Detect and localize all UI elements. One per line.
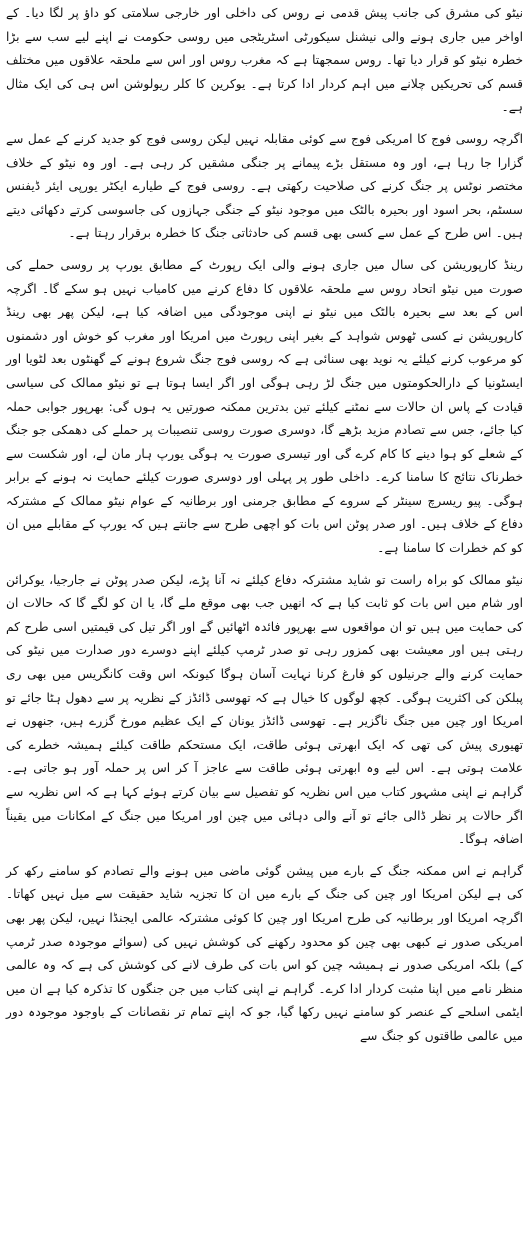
article-paragraph-4: نیٹو ممالک کو براہ راست تو شاید مشترکہ دفاع کیلئے نہ آنا پڑے، لیکن صدر پوٹن نے جارجیا، یوکرائن اور شام میں اس بات کو ثابت کیا ہے کہ انھیں جب بھی موقع ملے گا، یا ان کو لگے گا کہ حالات ان کی حمایت میں ہیں تو ان مواقعوں سے بھرپور فائدہ اٹھائیں گے اور اگر تیل کی قیمتیں اسی طرح کم رہتی ہیں اور معیشت بھی کمزور رہی تو صدر ٹرمپ کیلئے اپنے دوسرے دور صدارت میں نیٹو کی حمایت کرنے والے جرنیلوں کو فارغ کرنا نہایت آسان ہوگا کیونکہ اس وقت کانگریس میں بھی ری پبلکن کی اکثریت ہوگی۔ کچھ لوگوں کا خیال ہے کہ تھوسی ڈائڈز کے نظریہ پر سے دھول ہٹا جائے تو امریکا اور چین میں جنگ ناگزیر ہے۔ تھوسی ڈائڈز یونان کے ایک عظیم مورخ گزرے ہیں، جنھوں نے تھیوری پیش کی تھی کہ ایک ابھرتی ہوئی طاقت، ایک مستحکم طاقت کیلئے ہمیشہ خطرے کی علامت ہوتی ہے۔ اس لیے وہ ابھرتی ہوئی طاقت سے عاجز آ کر اس پر حملہ آور ہو جاتی ہے۔ گراہم نے اپنی مشہور کتاب میں اس نظریہ کو تفصیل سے بیان کرتے ہوئے کہا ہے کہ اس نظریہ سے اگر حالات پر نظر ڈالی جائے تو آنے والی دہائی میں چین اور امریکا میں جنگ کے امکانات میں یقیناً اضافہ ہوگا۔ <box>6 572 523 847</box>
article-paragraph-2: اگرچہ روسی فوج کا امریکی فوج سے کوئی مقابلہ نہیں لیکن روسی فوج کو جدید کرنے کے عمل سے گزارا جا رہا ہے، اور وہ مستقل بڑے پیمانے پر جنگی مشقیں کر رہی ہے۔ اور وہ نیٹو کے خلاف مختصر نوٹس پر جنگ کرنے کی صلاحیت رکھتی ہے۔ روسی فوج کے طیارے ایکٹر یورپی ایئر ڈیفنس سسٹم، بحر اسود اور بحیرہ بالٹک میں موجود نیٹو کے جنگی جہازوں کی جاسوسی کرتے دکھائی دیتے ہیں۔ اس طرح کے عمل سے کسی بھی قسم کی حادثاتی جنگ کا خطرہ برقرار رہتا ہے۔ <box>6 131 523 241</box>
article-paragraph-3: رینڈ کارپوریشن کی سال میں جاری ہونے والی ایک رپورٹ کے مطابق یورپ پر روسی حملے کی صورت میں نیٹو اتحاد روس سے ملحقہ علاقوں کا دفاع کرنے میں کامیاب نہیں ہو سکے گا۔ اگرچہ اس کے بعد سے بحیرہ بالٹک میں نیٹو نے اپنی موجودگی میں اضافہ کیا ہے، لیکن پھر بھی رینڈ کارپوریشن نے کسی ٹھوس شواہد کے بغیر اپنی رپورٹ میں امریکا اور مغرب کو خوش اور دشمنوں کو مرعوب کرنے کیلئے یہ نوید بھی سنائی ہے کہ روسی فوج جنگ شروع ہونے کے گھنٹوں بعد لٹویا اور ایسٹونیا کے دارالحکومتوں میں جنگ لڑ رہی ہوگی اور اگر ایسا ہوتا ہے تو نیٹو ممالک کی سیاسی قیادت کے پاس ان حالات سے نمٹنے کیلئے تین بدترین ممکنہ صورتیں یہ ہوں گی: بھرپور جوابی حملہ کیا جائے، جس سے تصادم مزید بڑھے گا، دوسری صورت روسی تنصیبات پر حملے کی دھمکی جو جنگ کے شعلے کو ہوا دینے کا کام کرے گی اور تیسری صورت یہ ہوگی یورپ ہار مان لے، اور شکست سے خطرناک نتائج کا سامنا کرے۔ داخلی طور پر پہلی اور دوسری صورت کیلئے حمایت نہ ہونے کے برابر ہوگی۔ پیو ریسرچ سینٹر کے سروے کے مطابق جرمنی اور برطانیہ کے عوام نیٹو ممالک کے مشترکہ دفاع کے خلاف ہیں۔ اور صدر پوٹن اس بات کو اچھی طرح سے جانتے ہیں کہ یورپ کے مقابلے میں ان کو کم خطرات کا سامنا ہے۔ <box>6 257 523 556</box>
article-paragraph-1: نیٹو کی مشرق کی جانب پیش قدمی نے روس کی داخلی اور خارجی سلامتی کو داؤ پر لگا دیا۔ کے اواخر میں جاری ہونے والی نیشنل سیکورٹی اسٹریٹجی میں روسی حکومت نے اپنے لیے سب سے بڑا خطرہ نیٹو کو قرار دیا تھا۔ روس سمجھتا ہے کہ مغرب روس اور اس سے ملحقہ علاقوں میں مختلف قسم کی تحریکیں چلانے میں اہم کردار ادا کرتا ہے۔ یوکرین کا کلر ریولوشن اس ہی کی ایک مثال ہے۔ <box>6 6 523 115</box>
article-paragraph-5: گراہم نے اس ممکنہ جنگ کے بارے میں پیشن گوئی ماضی میں ہونے والے تصادم کو سامنے رکھ کر کی ہے لیکن امریکا اور چین کی جنگ کے بارے میں ان کا تجزیہ شاید حقیقت سے میل نہیں کھاتا۔ اگرچہ امریکا اور برطانیہ کی طرح امریکا اور چین کا کوئی مشترکہ عالمی ایجنڈا نہیں، لیکن پھر بھی امریکی صدور نے کبھی بھی چین کو محدود رکھنے کی کوشش نہیں کی (سوائے موجودہ صدر ٹرمپ کے) بلکہ امریکی صدور نے ہمیشہ چین کو اس بات کی طرف لانے کی کوشش کی ہے کہ وہ عالمی منظر نامے میں اپنا مثبت کردار ادا کرے۔ گراہم نے اپنی کتاب میں جن جنگوں کا تذکرہ کیا ہے ان میں ایٹمی اسلحے کے عنصر کو سامنے نہیں رکھا گیا، جو کہ اپنے تمام تر نقصانات کے باوجود موجودہ دور میں عالمی طاقتوں کو جنگ سے <box>6 863 523 1043</box>
